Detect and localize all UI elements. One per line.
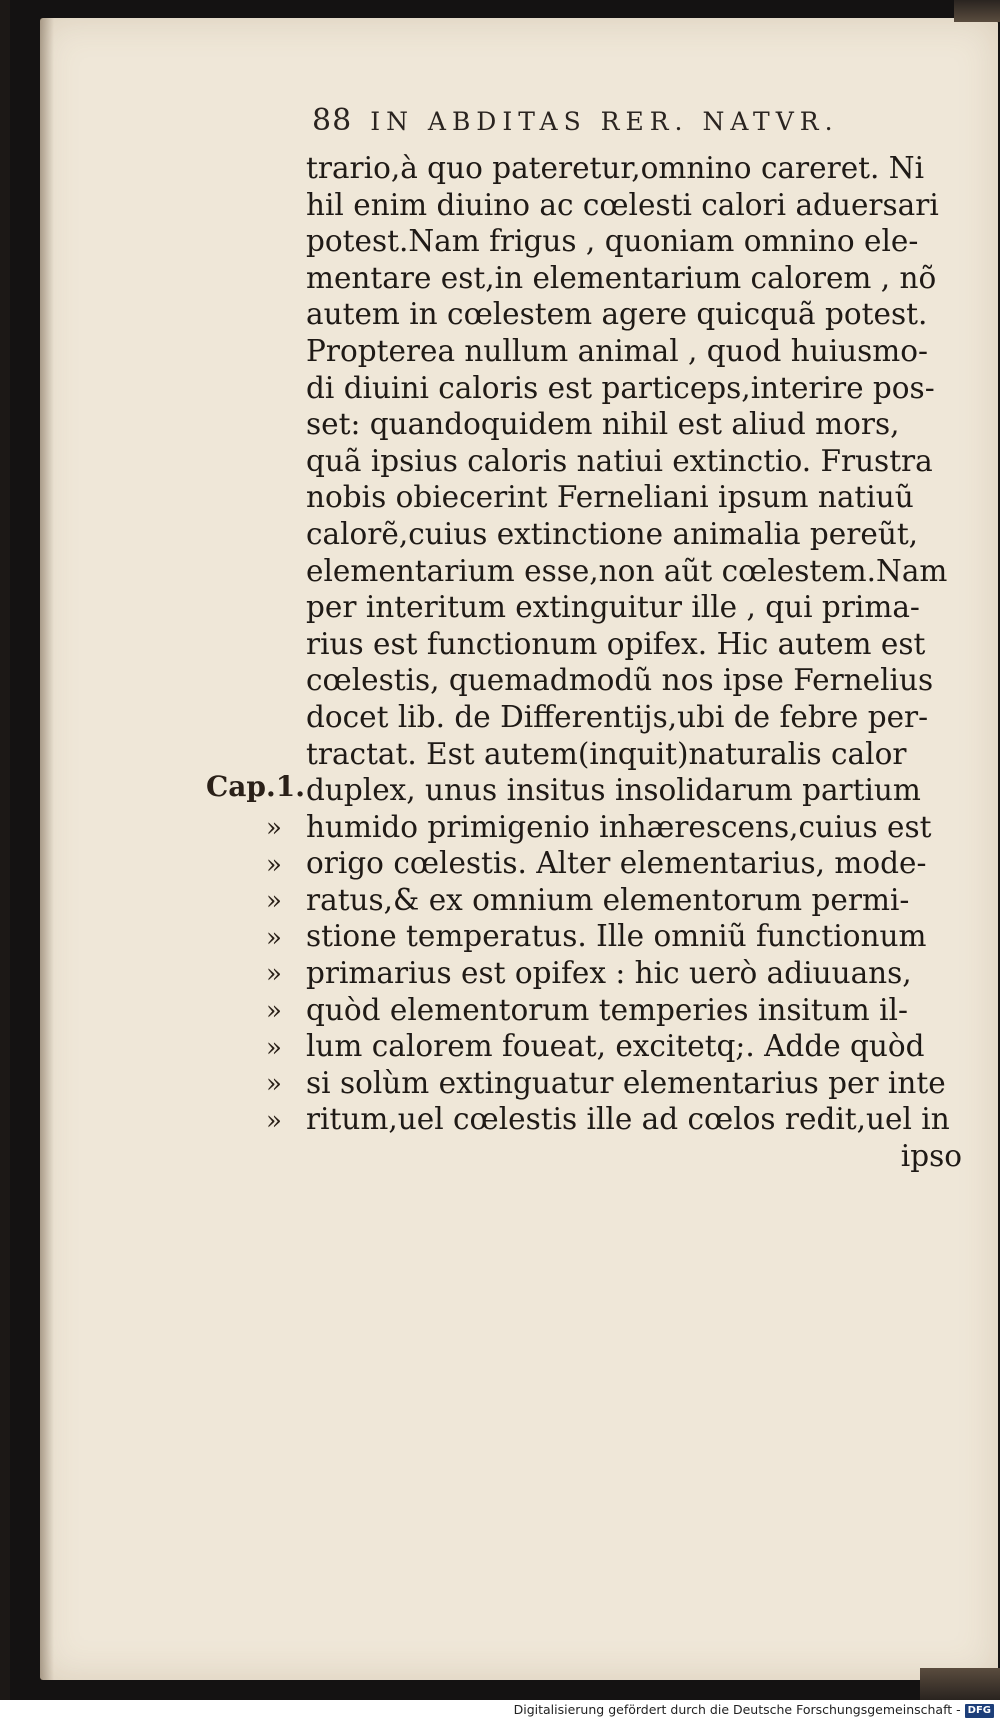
- text-line: potest.Nam frigus , quoniam omnino ele-: [306, 224, 919, 259]
- text-line: tractat. Est autem(inquit)naturalis calor: [306, 736, 907, 771]
- body-text: [306, 150, 962, 1175]
- catchword: ipso: [900, 1139, 962, 1174]
- text-line: trario,à quo pateretur,omnino careret. Ni: [306, 151, 925, 185]
- text-line: autem in cœlestem agere quicquã potest.: [306, 297, 928, 332]
- text-line: duplex, unus insitus insolidarum partium: [306, 773, 921, 808]
- text-line: origo cœlestis. Alter elementarius, mode-: [306, 846, 927, 881]
- running-head: [312, 103, 839, 138]
- text-line: ritum,uel cœlestis ille ad cœlos redit,uel in: [306, 1102, 950, 1137]
- page-number: 88: [312, 103, 353, 138]
- text-line: si solùm extinguatur elementarius per inte: [306, 1065, 946, 1100]
- digitization-footer: [0, 1700, 1000, 1720]
- text-line: mentare est,in elementarium calorem , nõ: [306, 260, 937, 295]
- text-line: humido primigenio inhærescens,cuius est: [306, 809, 932, 844]
- page-edge-top: [954, 0, 1000, 22]
- quote-mark: »: [266, 959, 282, 990]
- running-title: IN ABDITAS RER. NATVR.: [370, 107, 839, 136]
- text-line: quòd elementorum temperies insitum il-: [306, 992, 908, 1027]
- quote-mark: »: [266, 1105, 282, 1136]
- text-line: stione temperatus. Ille omniũ functionum: [306, 919, 927, 954]
- margin-note: Cap.1.: [206, 770, 305, 803]
- text-line: di diuini caloris est particeps,interire pos-: [306, 370, 935, 405]
- quote-marks: [266, 810, 296, 1139]
- quote-mark: »: [266, 886, 282, 917]
- text-line: elementarium esse,non aũt cœlestem.Nam: [306, 553, 948, 588]
- footer-credit: Digitalisierung gefördert durch die Deutsche Forschungsgemeinschaft -: [513, 1702, 961, 1717]
- text-line: set: quandoquidem nihil est aliud mors,: [306, 407, 900, 442]
- gutter-shadow: [40, 18, 54, 1680]
- quote-mark: »: [266, 1032, 282, 1063]
- quote-mark: »: [266, 922, 282, 953]
- text-line: hil enim diuino ac cœlesti calori aduersari: [306, 187, 939, 222]
- dfg-logo-icon: DFG: [965, 1704, 994, 1718]
- text-line: cœlestis, quemadmodũ nos ipse Fernelius: [306, 663, 934, 698]
- binding-edge: [0, 0, 10, 1700]
- quote-mark: »: [266, 849, 282, 880]
- text-line: Propterea nullum animal , quod huiusmo-: [306, 333, 928, 368]
- quote-mark: »: [266, 813, 282, 843]
- quote-mark: »: [266, 995, 282, 1026]
- quote-mark: »: [266, 1069, 282, 1100]
- text-line: calorẽ,cuius extinctione animalia pereũt,: [306, 516, 919, 551]
- text-line: ratus,& ex omnium elementorum permi-: [306, 882, 910, 917]
- text-line: primarius est opifex : hic uerò adiuuans,: [306, 956, 912, 991]
- text-line: quã ipsius caloris natiui extinctio. Frustra: [306, 443, 933, 478]
- text-line: docet lib. de Differentijs,ubi de febre per-: [306, 699, 929, 734]
- text-line: lum calorem foueat, excitetq;. Adde quòd: [306, 1029, 925, 1064]
- page-edge-bottom: [920, 1668, 1000, 1700]
- text-line: rius est functionum opifex. Hic autem est: [306, 626, 926, 661]
- text-line: per interitum extinguitur ille , qui prima-: [306, 590, 920, 625]
- text-line: nobis obiecerint Ferneliani ipsum natiuũ: [306, 480, 914, 515]
